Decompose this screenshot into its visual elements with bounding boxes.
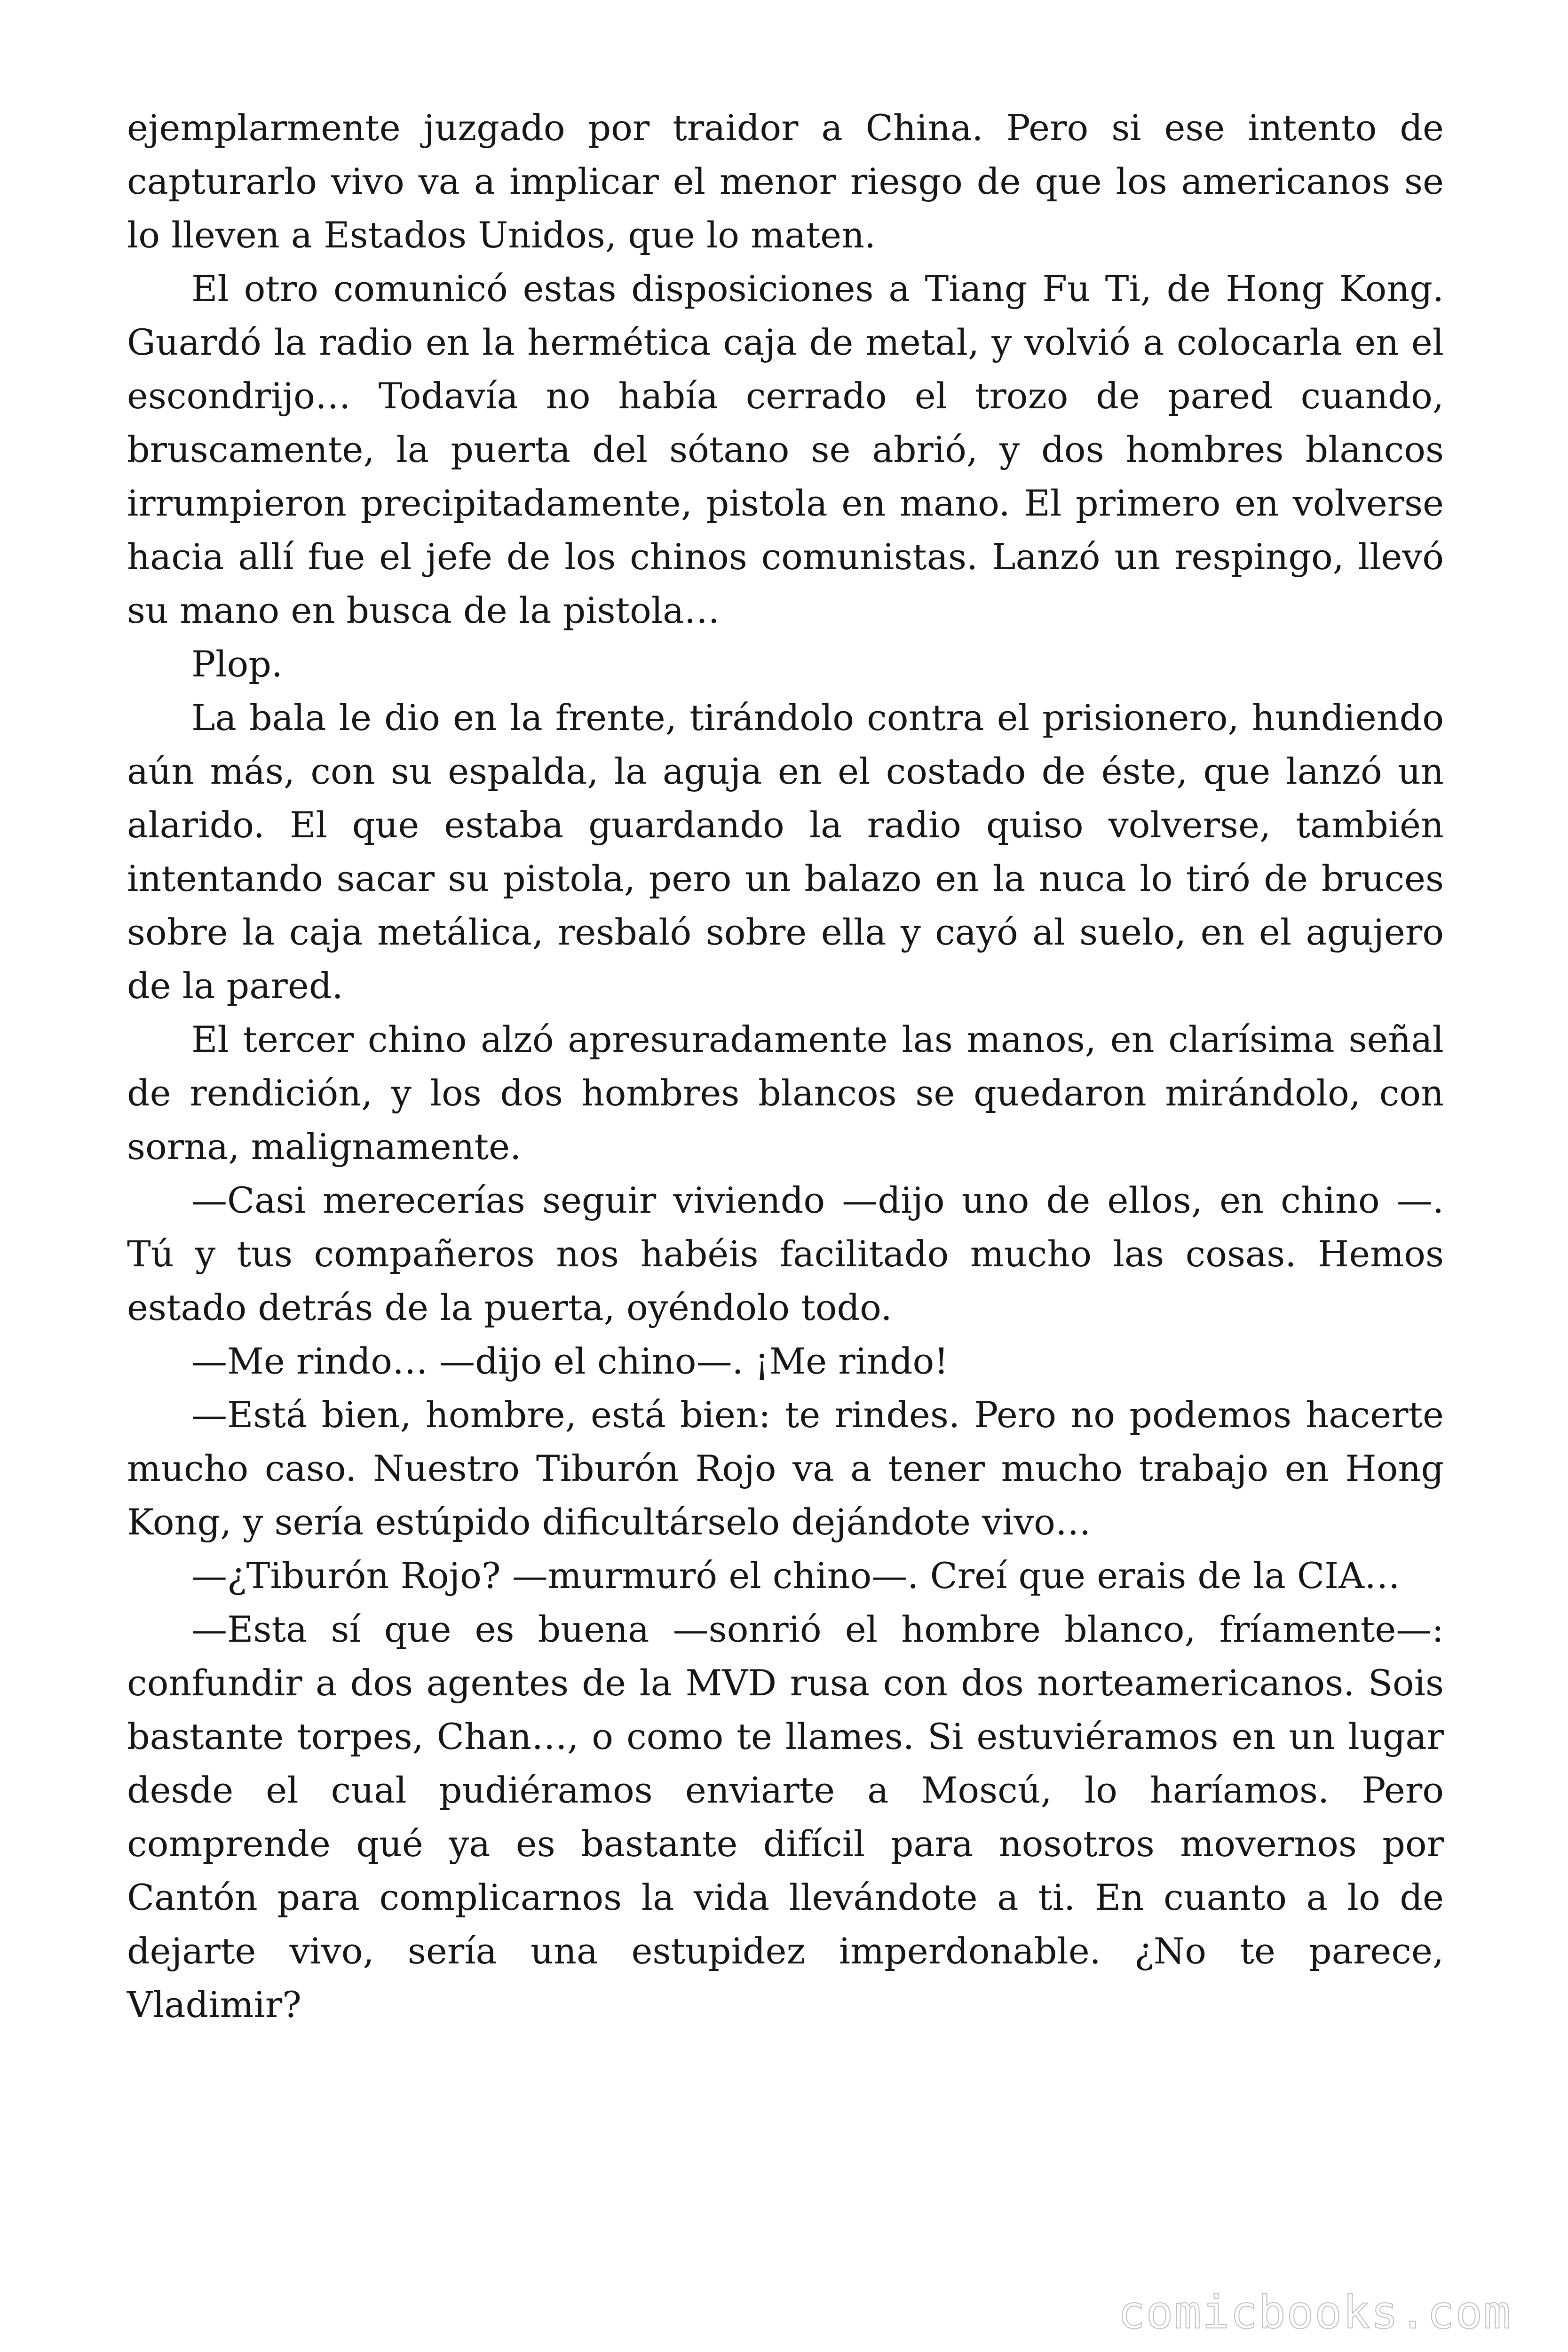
- paragraph: —¿Tiburón Rojo? —murmuró el chino—. Creí que erais de la CIA…: [191, 1555, 1400, 1597]
- watermark: comicbooks.com: [1117, 2286, 1512, 2339]
- paragraph: El tercer chino alzó apresuradamente las manos, en clarísima señal de rendición, y los dos hombres blancos se quedaron mirándolo, con sorna, malignamente.: [127, 1018, 1444, 1168]
- page-body-text: [127, 101, 1444, 2032]
- paragraph: El otro comunicó estas disposiciones a Tiang Fu Ti, de Hong Kong. Guardó la radio en la hermética caja de metal, y volvió a colocarla en el escondrijo… Todavía no había cerrado el trozo de pared cuando, bruscamente, la puerta del sótano se abrió, y dos hombres blancos irrumpieron precipitadamente, pistola en mano. El primero en volverse hacia allí fue el jefe de los chinos comunistas. Lanzó un respingo, llevó su mano en busca de la pistola…: [127, 268, 1444, 631]
- paragraph: —Esta sí que es buena —sonrió el hombre blanco, fríamente—: confundir a dos agentes de la MVD rusa con dos norteamericanos. Sois bastante torpes, Chan…, o como te llames. Si estuviéramos en un lugar desde el cual pudiéramos enviarte a Moscú, lo haríamos. Pero comprende qué ya es bastante difícil para nosotros movernos por Cantón para complicarnos la vida llevándote a ti. En cuanto a lo de dejarte vivo, sería una estupidez imperdonable. ¿No te parece, Vladimir?: [127, 1608, 1444, 2026]
- paragraph: La bala le dio en la frente, tirándolo contra el prisionero, hundiendo aún más, con su espalda, la aguja en el costado de éste, que lanzó un alarido. El que estaba guardando la radio quiso volverse, también intentando sacar su pistola, pero un balazo en la nuca lo tiró de bruces sobre la caja metálica, resbaló sobre ella y cayó al suelo, en el agujero de la pared.: [127, 697, 1444, 1007]
- paragraph: —Me rindo… —dijo el chino—. ¡Me rindo!: [191, 1340, 949, 1382]
- paragraph: —Casi merecerías seguir viviendo —dijo uno de ellos, en chino —. Tú y tus compañeros nos habéis facilitado mucho las cosas. Hemos estado detrás de la puerta, oyéndolo todo.: [127, 1179, 1444, 1328]
- paragraph: —Está bien, hombre, está bien: te rindes. Pero no podemos hacerte mucho caso. Nuestro Tiburón Rojo va a tener mucho trabajo en Hong Kong, y sería estúpido dificultárselo dejándote vivo…: [127, 1394, 1444, 1543]
- paragraph: ejemplarmente juzgado por traidor a China. Pero si ese intento de capturarlo vivo va a implicar el menor riesgo de que los americanos se lo lleven a Estados Unidos, que lo maten.: [127, 107, 1444, 256]
- paragraph: Plop.: [191, 643, 283, 685]
